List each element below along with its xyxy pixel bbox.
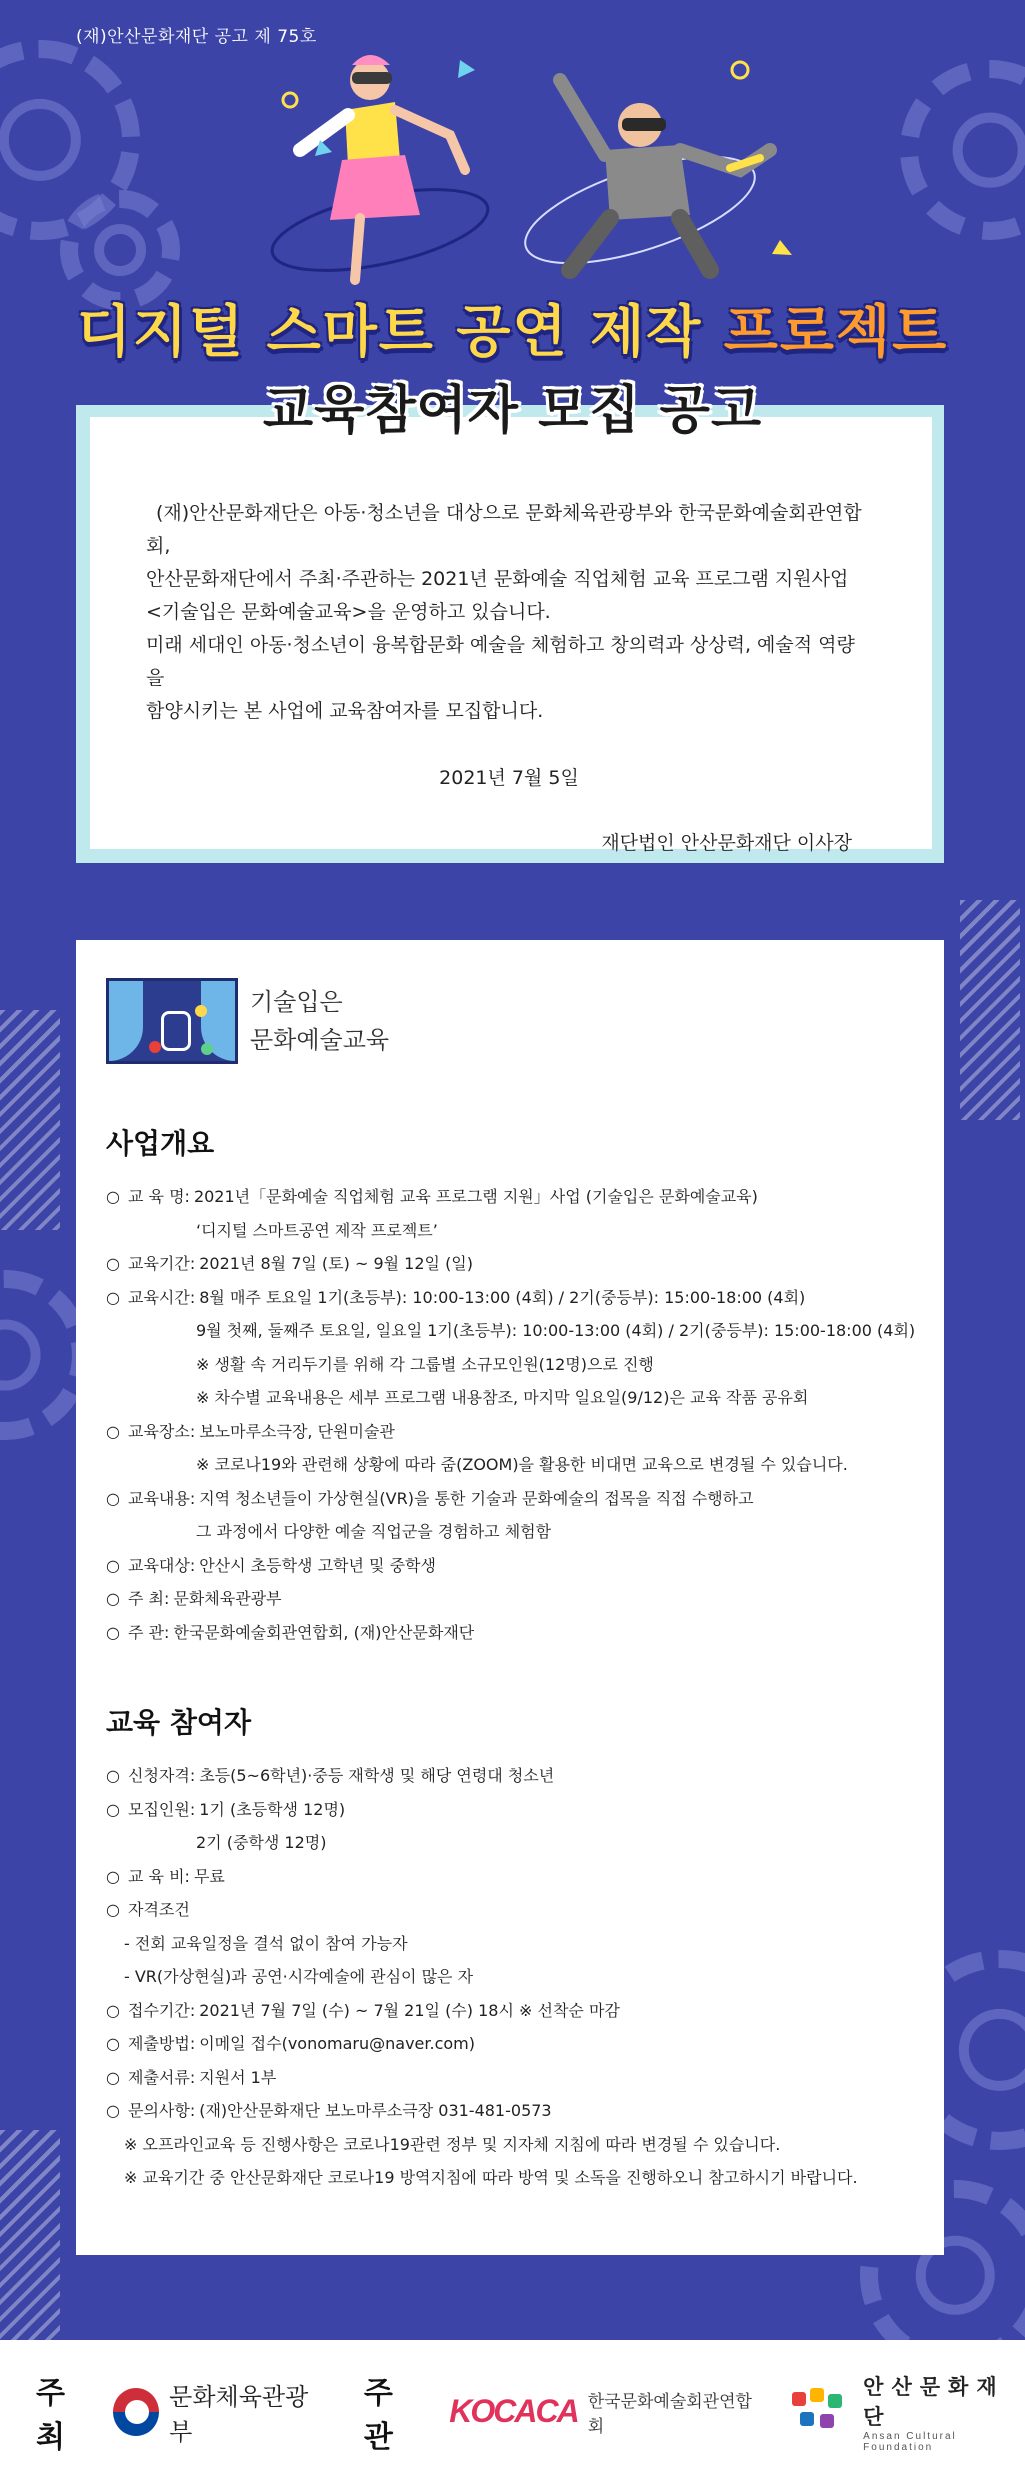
info-item — [106, 1582, 914, 1616]
participants-list — [106, 1759, 914, 2195]
program-logo — [106, 978, 914, 1064]
info-item — [106, 1893, 914, 1927]
info-continuation: ※ 생활 속 거리두기를 위해 각 그룹별 소규모인원(12명)으로 진행 — [196, 1354, 654, 1374]
details-box — [76, 940, 944, 2255]
info-value: 문화체육관광부 — [173, 1589, 282, 1608]
footer — [0, 2340, 1025, 2483]
info-key: 교육대상: — [128, 1555, 196, 1575]
info-continuation: 그 과정에서 다양한 예술 직업군을 경험하고 체험함 — [196, 1522, 552, 1541]
intro-paragraph: <기술입은 문화예술교육>을 운영하고 있습니다. — [146, 601, 551, 623]
circle-bullet: ○ — [106, 1421, 120, 1441]
info-item — [106, 1214, 914, 1248]
info-value: (재)안산문화재단 보노마루소극장 031-481-0573 — [199, 2101, 552, 2120]
overview-list — [106, 1180, 914, 1649]
info-key: 교 육 비: — [128, 1866, 190, 1886]
info-key: 교육내용: — [128, 1488, 196, 1508]
info-key: 제출서류: — [128, 2067, 196, 2087]
info-item — [106, 1448, 914, 1482]
info-continuation: ‘디지털 스마트공연 제작 프로젝트’ — [196, 1220, 438, 1240]
info-value: 2021년 8월 7일 (토) ~ 9월 12일 (일) — [199, 1254, 474, 1273]
info-item — [106, 2027, 914, 2061]
section-heading-overview: 사업개요 — [106, 1127, 215, 1160]
circle-bullet: ○ — [106, 1287, 120, 1307]
info-continuation: ※ 코로나19와 관련해 상황에 따라 줌(ZOOM)을 활용한 비대면 교육으로 변경될 수 있습니다. — [196, 1455, 848, 1474]
stripe-decoration — [0, 1010, 60, 1230]
info-key: 문의사항: — [128, 2101, 196, 2120]
info-item — [106, 1515, 914, 1549]
info-item — [106, 1826, 914, 1860]
circle-bullet: ○ — [106, 1766, 120, 1785]
info-value: 2021년「문화예술 직업체험 교육 프로그램 지원」사업 (기술입은 문화예술교육) — [193, 1187, 758, 1206]
circle-bullet: ○ — [106, 1799, 120, 1819]
circle-bullet: ○ — [106, 2034, 120, 2053]
info-item — [106, 2128, 914, 2162]
info-key: 자격조건 — [128, 1900, 190, 1919]
ansan-logo — [792, 2371, 1025, 2453]
info-value: 이메일 접수(vonomaru@naver.com) — [199, 2034, 475, 2053]
info-item — [106, 1348, 914, 1382]
info-item — [106, 1960, 914, 1994]
intro-paragraph: 미래 세대인 아동·청소년이 융복합문화 예술을 체험하고 창의력과 상상력, 예술적 역량을 — [146, 634, 855, 689]
circle-bullet: ○ — [106, 1866, 120, 1886]
info-item — [106, 1927, 914, 1961]
info-item — [106, 1482, 914, 1516]
info-continuation: 2기 (중학생 12명) — [196, 1833, 327, 1852]
circle-bullet: ○ — [106, 2000, 120, 2020]
info-key: 주 관: — [128, 1622, 170, 1642]
circle-bullet: ○ — [106, 1589, 120, 1608]
info-item — [106, 1616, 914, 1650]
info-item — [106, 1994, 914, 2028]
circle-bullet: ○ — [106, 1622, 120, 1642]
info-value: 보노마루소극장, 단원미술관 — [199, 1421, 395, 1441]
circle-bullet: ○ — [106, 2067, 120, 2087]
info-item — [106, 1314, 914, 1348]
intro-box — [90, 417, 932, 854]
info-key: 교육기간: — [128, 1254, 196, 1273]
info-value: 지원서 1부 — [199, 2067, 277, 2087]
info-continuation: ※ 오프라인교육 등 진행사항은 코로나19관련 정부 및 지자체 지침에 따라 변경될 수 있습니다. — [124, 2134, 781, 2154]
info-value: 안산시 초등학생 고학년 및 중학생 — [199, 1555, 436, 1575]
info-item — [106, 1860, 914, 1894]
info-value: 2021년 7월 7일 (수) ~ 7월 21일 (수) 18시 ※ 선착순 마감 — [199, 2000, 620, 2020]
section-heading-participants: 교육 참여자 — [106, 1706, 251, 1739]
ansan-name: 안산문화재단 — [863, 2375, 1005, 2429]
organizer-label: 주관 — [363, 2376, 393, 2454]
circle-bullet: ○ — [106, 1555, 120, 1575]
sub-title: 교육참여자 모집 공고 — [262, 381, 763, 441]
ansan-name-en: Ansan Cultural Foundation — [863, 2430, 957, 2453]
info-value: 무료 — [193, 1866, 225, 1886]
info-item — [106, 1281, 914, 1315]
moc-logo — [113, 2377, 323, 2447]
circle-bullet: ○ — [106, 1488, 120, 1508]
circle-bullet: ○ — [106, 2101, 120, 2120]
info-value: 1기 (초등학생 12명) — [199, 1799, 346, 1819]
info-item — [106, 2061, 914, 2095]
intro-signature: 재단법인 안산문화재단 이사장 — [601, 832, 852, 854]
info-key: 교 육 명: — [128, 1187, 190, 1206]
info-value: 지역 청소년들이 가상현실(VR)을 통한 기술과 문화예술의 접목을 직접 수행하고 — [199, 1488, 754, 1508]
info-continuation: 9월 첫째, 둘째주 토요일, 일요일 1기(초등부): 10:00-13:00 (4회) / 2기(중등부): 15:00-18:00 (4회) — [196, 1321, 916, 1340]
info-key: 접수기간: — [128, 2000, 196, 2020]
kocaca-logo — [449, 2387, 754, 2437]
info-item — [106, 1180, 914, 1214]
info-value: 초등(5~6학년)·중등 재학생 및 해당 연령대 청소년 — [199, 1766, 555, 1785]
kocaca-name: 한국문화예술회관연합회 — [587, 2391, 752, 2436]
info-key: 신청자격: — [128, 1766, 196, 1785]
info-key: 주 최: — [128, 1589, 170, 1608]
info-item — [106, 1381, 914, 1415]
gear-decoration — [900, 60, 1025, 240]
stripe-decoration — [960, 900, 1020, 1120]
info-continuation: ※ 교육기간 중 안산문화재단 코로나19 방역지침에 따라 방역 및 소독을 진행하오니 참고하시기 바랍니다. — [124, 2168, 858, 2187]
stripe-decoration — [0, 2130, 60, 2350]
taegeuk-icon — [113, 2388, 159, 2436]
logo-text-line: 문화예술교육 — [250, 1026, 390, 1054]
info-item — [106, 1549, 914, 1583]
info-key: 교육장소: — [128, 1421, 196, 1441]
intro-paragraph: 안산문화재단에서 주최·주관하는 2021년 문화예술 직업체험 교육 프로그램 지원사업 — [146, 568, 849, 590]
ansan-foundation-icon — [792, 2388, 853, 2436]
notice-number: (재)안산문화재단 공고 제 75호 — [76, 27, 317, 47]
info-continuation: - 전회 교육일정을 결석 없이 참여 가능자 — [124, 1933, 408, 1953]
info-continuation: - VR(가상현실)과 공연·시각예술에 관심이 많은 자 — [124, 1967, 474, 1986]
circle-bullet: ○ — [106, 1187, 120, 1206]
info-key: 교육시간: — [128, 1287, 196, 1307]
vr-dancers-illustration — [260, 40, 820, 300]
info-item — [106, 2094, 914, 2128]
intro-date: 2021년 7월 5일 — [439, 767, 579, 789]
main-title: 디지털 스마트 공연 제작 프로젝트 — [76, 300, 949, 365]
info-key: 모집인원: — [128, 1799, 196, 1819]
info-value: 한국문화예술회관연합회, (재)안산문화재단 — [173, 1622, 475, 1642]
info-item — [106, 2161, 914, 2195]
circle-bullet: ○ — [106, 1900, 120, 1919]
logo-text-line: 기술입은 — [250, 988, 343, 1016]
moc-name: 문화체육관광부 — [169, 2383, 309, 2446]
circle-bullet: ○ — [106, 1254, 120, 1273]
info-item — [106, 1247, 914, 1281]
host-label: 주최 — [36, 2376, 65, 2454]
intro-paragraph: 함양시키는 본 사업에 교육참여자를 모집합니다. — [146, 700, 544, 722]
info-item — [106, 1793, 914, 1827]
info-value: 8월 매주 토요일 1기(초등부): 10:00-13:00 (4회) / 2기(중등부): 15:00-18:00 (4회) — [199, 1287, 806, 1307]
info-item — [106, 1759, 914, 1793]
info-continuation: ※ 차수별 교육내용은 세부 프로그램 내용참조, 마지막 일요일(9/12)은 교육 작품 공유회 — [196, 1388, 809, 1407]
info-key: 제출방법: — [128, 2034, 196, 2053]
kocaca-mark: KOCACA — [449, 2393, 578, 2429]
intro-paragraph: (재)안산문화재단은 아동·청소년을 대상으로 문화체육관광부와 한국문화예술회관연합회, — [146, 502, 862, 557]
info-item — [106, 1415, 914, 1449]
theater-stage-icon — [106, 978, 238, 1064]
